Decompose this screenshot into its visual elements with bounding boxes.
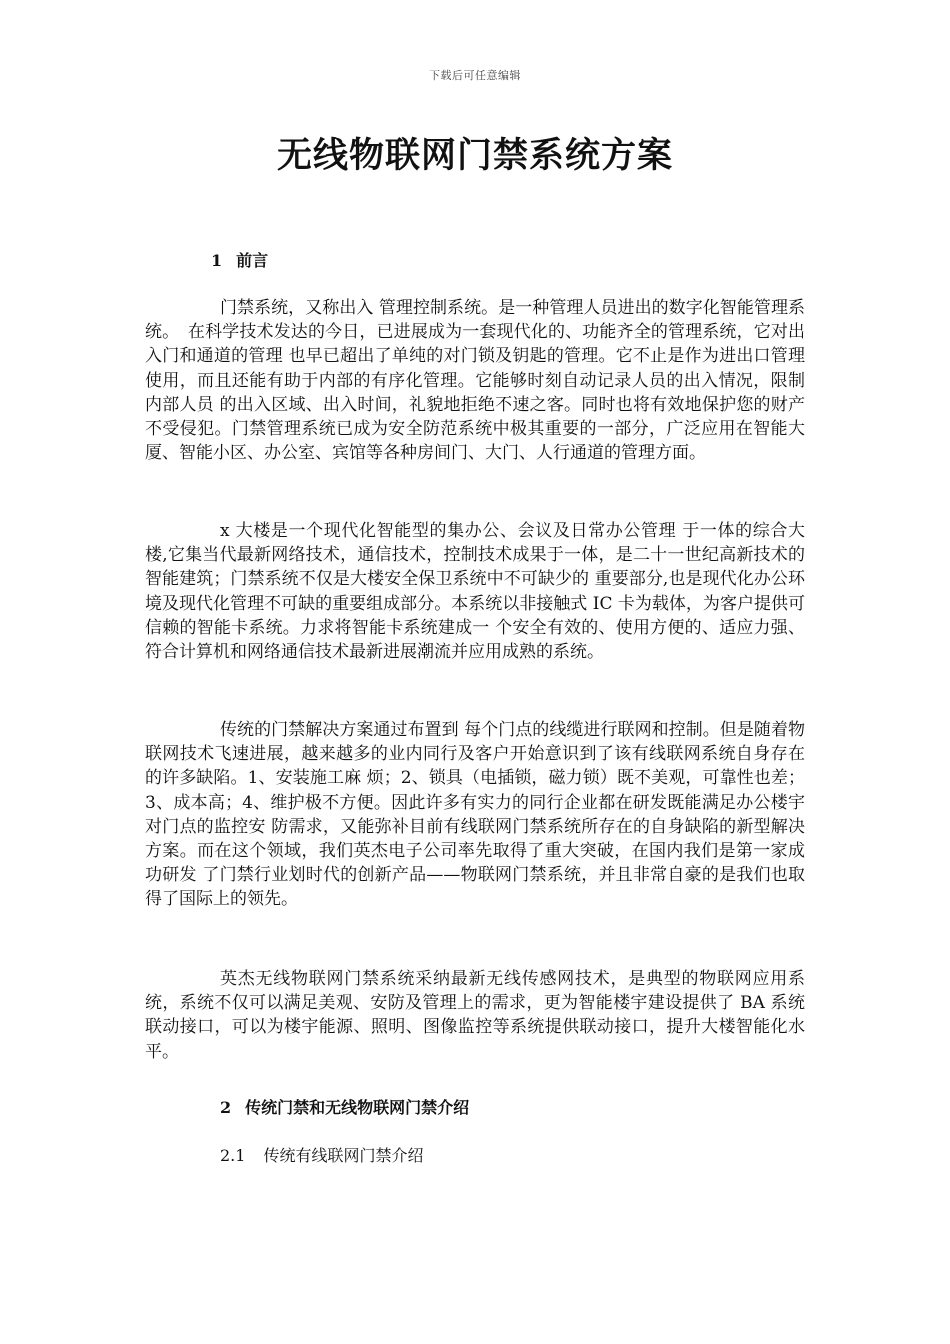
section-number: 2.1	[220, 1146, 246, 1165]
section-title: 传统有线联网门禁介绍	[263, 1146, 424, 1165]
section-title: 传统门禁和无线物联网门禁介绍	[245, 1098, 470, 1117]
paragraph-2: x 大楼是一个现代化智能型的集办公、会议及日常办公管理 于一体的综合大楼,它集当代最新网络技术，通信技术，控制技术成果于一体，是二十一世纪高新技术的智能建筑；门禁系统不仅是大楼安全保卫系统中不可缺少的 重要部分,也是现代化办公环境及现代化管理不可缺的重要组成部分。本系统以非接触式 IC 卡为载体，为客户提供可信赖的智能卡系统。力求将智能卡系统建成一 个安全有效的、使用方便的、适应力强、符合计算机和网络通信技术最新进展潮流并应用成熟的系统。	[145, 521, 805, 663]
header-note: 下载后可任意编辑	[429, 69, 521, 82]
section-number: 1	[211, 251, 223, 270]
section-heading-2	[220, 1095, 469, 1118]
section-title: 前言	[236, 251, 269, 270]
section-heading-1	[211, 248, 268, 271]
section-number: 2	[220, 1098, 232, 1117]
section-heading-2-1	[220, 1143, 423, 1166]
document-title: 无线物联网门禁系统方案	[276, 135, 673, 176]
paragraph-1: 门禁系统，又称出入 管理控制系统。是一种管理人员进出的数字化智能管理系统。 在科学技术发达的今日，已进展成为一套现代化的、功能齐全的管理系统，它对出入门和通道的管理 也早已超出了单纯的对门锁及钥匙的管理。它不止是作为进出口管理使用，而且还能有助于内部的有序化管理。它能够时刻自动记录人员的出入情况，限制内部人员 的出入区域、出入时间，礼貌地拒绝不速之客。同时也将有效地保护您的财产不受侵犯。门禁管理系统已成为安全防范系统中极其重要的一部分，广泛应用在智能大 厦、智能小区、办公室、宾馆等各种房间门、大门、人行通道的管理方面。	[145, 298, 805, 464]
paragraph-3: 传统的门禁解决方案通过布置到 每个门点的线缆进行联网和控制。但是随着物联网技术飞速进展，越来越多的业内同行及客户开始意识到了该有线联网系统自身存在的许多缺陷。1、安装施工麻 烦；2、锁具（电插锁，磁力锁）既不美观，可靠性也差；3、成本高；4、维护极不方便。因此许多有实力的同行企业都在研发既能满足办公楼宇对门点的监控安 防需求，又能弥补目前有线联网门禁系统所存在的自身缺陷的新型解决方案。而在这个领域，我们英杰电子公司率先取得了重大突破，在国内我们是第一家成功研发 了门禁行业划时代的创新产品——物联网门禁系统，并且非常自豪的是我们也取得了国际上的领先。	[145, 720, 805, 910]
paragraph-4: 英杰无线物联网门禁系统采纳最新无线传感网技术，是典型的物联网应用系统，系统不仅可以满足美观、安防及管理上的需求，更为智能楼宇建设提供了 BA 系统联动接口，可以为楼宇能源、照明、图像监控等系统提供联动接口，提升大楼智能化水平。	[145, 969, 805, 1062]
